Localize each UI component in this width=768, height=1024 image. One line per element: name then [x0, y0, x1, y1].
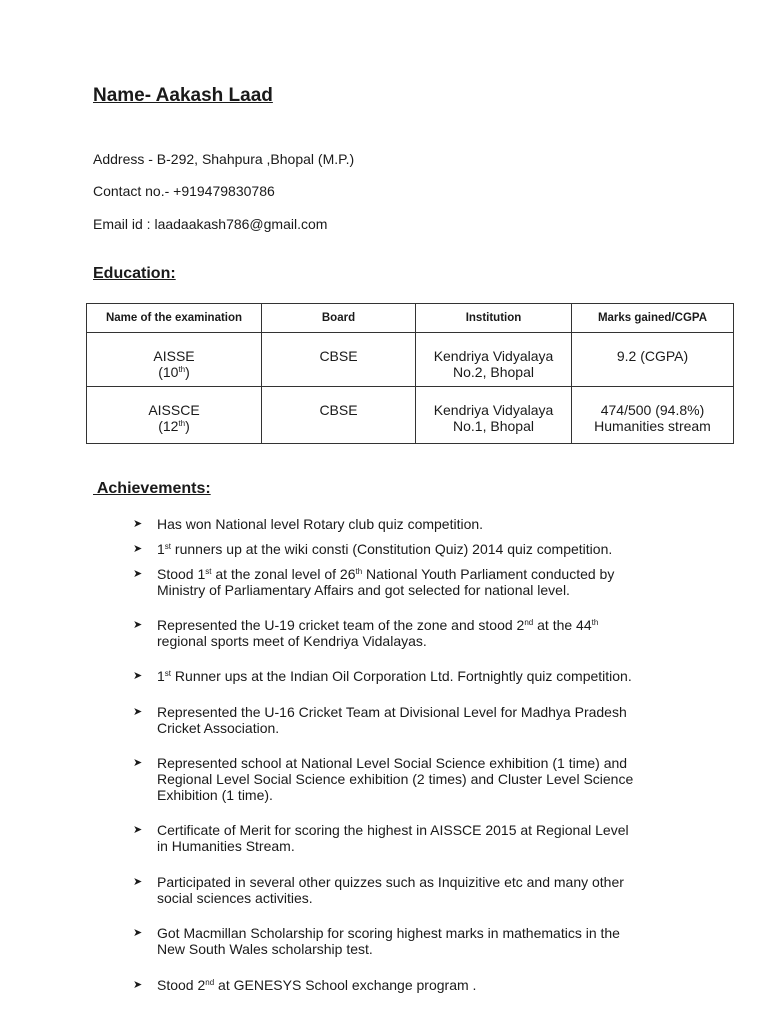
column-header-marks: Marks gained/CGPA [572, 304, 734, 333]
table-row [87, 387, 734, 444]
cell-marks: 9.2 (CGPA) [572, 333, 734, 387]
arrow-bullet-icon: ➤ [133, 927, 143, 939]
address-line: Address - B-292, Shahpura ,Bhopal (M.P.) [93, 151, 355, 167]
education-table-header [87, 304, 734, 333]
cell-marks: 474/500 (94.8%) Humanities stream [572, 387, 734, 444]
cell-examination: AISSE (10th) [87, 333, 262, 387]
column-header-examination: Name of the examination [87, 304, 262, 333]
cell-board: CBSE [262, 387, 416, 444]
cell-institution: Kendriya Vidyalaya No.1, Bhopal [416, 387, 572, 444]
candidate-name: Name- Aakash Laad [93, 85, 273, 106]
arrow-bullet-icon: ➤ [133, 876, 143, 888]
arrow-bullet-icon: ➤ [133, 518, 143, 530]
arrow-bullet-icon: ➤ [133, 824, 143, 836]
resume-page: Name- Aakash Laad Address - B-292, Shahpura ,Bhopal (M.P.) Contact no.- +919479830786 Email id : laadaakash786@gmail.com Education: Name of the examination Board Institution Marks gained/CGPA AISSE (10th) CBSE Kendriya Vidyalaya No.2, Bhopal 9.2 (CGPA) AISSCE (12th) CBSE Kendriya Vidyalaya No.1, Bhopal 474/500 (94.8%) Humanities stream Achievements: ➤ Has won National level Rotary club quiz competition. ➤ 1st runners up at the wiki consti (Constitution Quiz) 2014 quiz competition. ➤ Stood 1st at the zonal level of 26th National Youth Parliament conducted by Ministry of Parliamentary Affairs and got selected for national level. ➤ Represented the U-19 cricket team of the zone and stood 2nd at the 44th regional sports meet of Kendriya Vidalayas. ➤ 1st Runner ups at the Indian Oil Corporation Ltd. Fortnightly quiz competition. ➤ Represented the U-16 Cricket Team at Divisional Level for Madhya Pradesh Cricket Association. ➤ Represented school at National Level Social Science exhibition (1 time) and Regional Level Social Science exhibition (2 times) and Cluster Level Science Exhibition (1 time). ➤ Certificate of Merit for scoring the highest in AISSCE 2015 at Regional Level in Humanities Stream. ➤ Participated in several other quizzes such as Inquizitive etc and many other social sciences activities. ➤ Got Macmillan Scholarship for scoring highest marks in mathematics in the New South Wales scholarship test. ➤ Stood 2nd at GENESYS School exchange program . [0, 0, 768, 1024]
education-heading: Education: [93, 265, 176, 282]
arrow-bullet-icon: ➤ [133, 619, 143, 631]
arrow-bullet-icon: ➤ [133, 706, 143, 718]
column-header-board: Board [262, 304, 416, 333]
cell-examination: AISSCE (12th) [87, 387, 262, 444]
arrow-bullet-icon: ➤ [133, 543, 143, 555]
email-line: Email id : laadaakash786@gmail.com [93, 216, 328, 232]
achievements-heading: Achievements: [93, 480, 211, 497]
table-row [87, 333, 734, 387]
arrow-bullet-icon: ➤ [133, 979, 143, 991]
education-table [86, 303, 734, 444]
column-header-institution: Institution [416, 304, 572, 333]
cell-board: CBSE [262, 333, 416, 387]
arrow-bullet-icon: ➤ [133, 670, 143, 682]
arrow-bullet-icon: ➤ [133, 757, 143, 769]
arrow-bullet-icon: ➤ [133, 568, 143, 580]
cell-institution: Kendriya Vidyalaya No.2, Bhopal [416, 333, 572, 387]
contact-number-line: Contact no.- +919479830786 [93, 183, 275, 199]
